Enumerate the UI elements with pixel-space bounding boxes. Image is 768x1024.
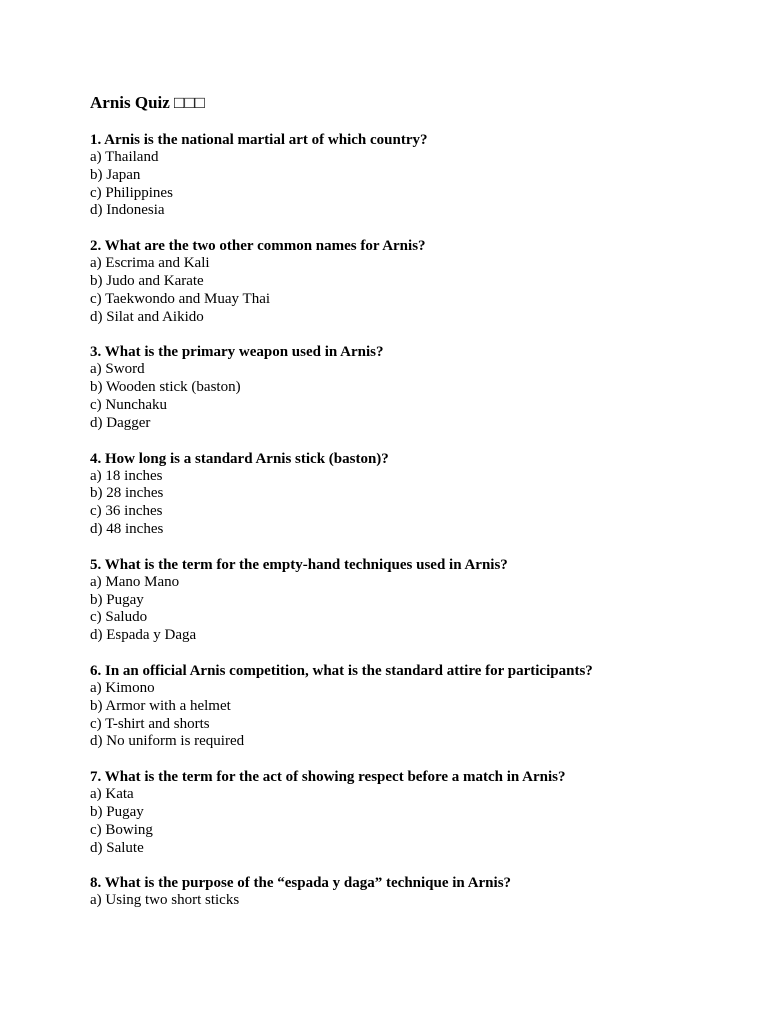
answer-option: c) Philippines — [90, 184, 173, 201]
question-text: 2. What are the two other common names for Arnis? — [90, 238, 426, 255]
answer-option: d) 48 inches — [90, 520, 164, 537]
answer-option: a) Thailand — [90, 149, 159, 165]
answer-option: c) Saludo — [90, 609, 148, 626]
answer-option: a) Using two short sticks — [90, 892, 240, 909]
question-5 — [90, 556, 728, 645]
answer-option: d) Indonesia — [90, 202, 165, 219]
answer-option: b) Armor with a helmet — [90, 697, 231, 714]
answer-option: d) Silat and Aikido — [90, 308, 204, 325]
question-text: 1. Arnis is the national martial art of which country? — [90, 132, 428, 148]
answer-option: c) Nunchaku — [90, 396, 168, 413]
answer-option: b) 28 inches — [90, 485, 164, 502]
answer-option: b) Pugay — [90, 803, 144, 820]
answer-option: d) No uniform is required — [90, 733, 245, 750]
document-title: Arnis Quiz □□□ — [90, 93, 205, 112]
answer-option: c) 36 inches — [90, 503, 163, 520]
question-8 — [90, 874, 728, 910]
question-text: 3. What is the primary weapon used in Arnis? — [90, 344, 384, 361]
answer-option: b) Japan — [90, 166, 141, 183]
question-6 — [90, 662, 728, 751]
answer-option: c) Bowing — [90, 821, 153, 838]
answer-option: d) Salute — [90, 839, 144, 856]
answer-option: a) Escrima and Kali — [90, 255, 210, 272]
answer-option: a) Sword — [90, 361, 145, 378]
question-1 — [90, 131, 728, 220]
answer-option: b) Judo and Karate — [90, 272, 204, 289]
question-text: 5. What is the term for the empty-hand techniques used in Arnis? — [90, 556, 508, 573]
question-2 — [90, 237, 728, 326]
answer-option: a) Mano Mano — [90, 573, 180, 590]
question-7 — [90, 768, 728, 857]
answer-option: c) Taekwondo and Muay Thai — [90, 290, 271, 307]
question-text: 6. In an official Arnis competition, what is the standard attire for participants? — [90, 662, 593, 679]
question-3 — [90, 343, 728, 432]
answer-option: d) Dagger — [90, 414, 151, 431]
question-text: 4. How long is a standard Arnis stick (baston)? — [90, 450, 389, 467]
answer-option: a) Kimono — [90, 679, 155, 696]
answer-option: b) Wooden stick (baston) — [90, 379, 241, 396]
answer-option: d) Espada y Daga — [90, 627, 197, 644]
answer-option: a) Kata — [90, 786, 134, 803]
answer-option: c) T-shirt and shorts — [90, 715, 210, 732]
question-text: 8. What is the purpose of the “espada y daga” technique in Arnis? — [90, 875, 512, 892]
question-text: 7. What is the term for the act of showing respect before a match in Arnis? — [90, 769, 566, 786]
question-4 — [90, 450, 728, 539]
answer-option: a) 18 inches — [90, 467, 163, 484]
answer-option: b) Pugay — [90, 591, 144, 608]
